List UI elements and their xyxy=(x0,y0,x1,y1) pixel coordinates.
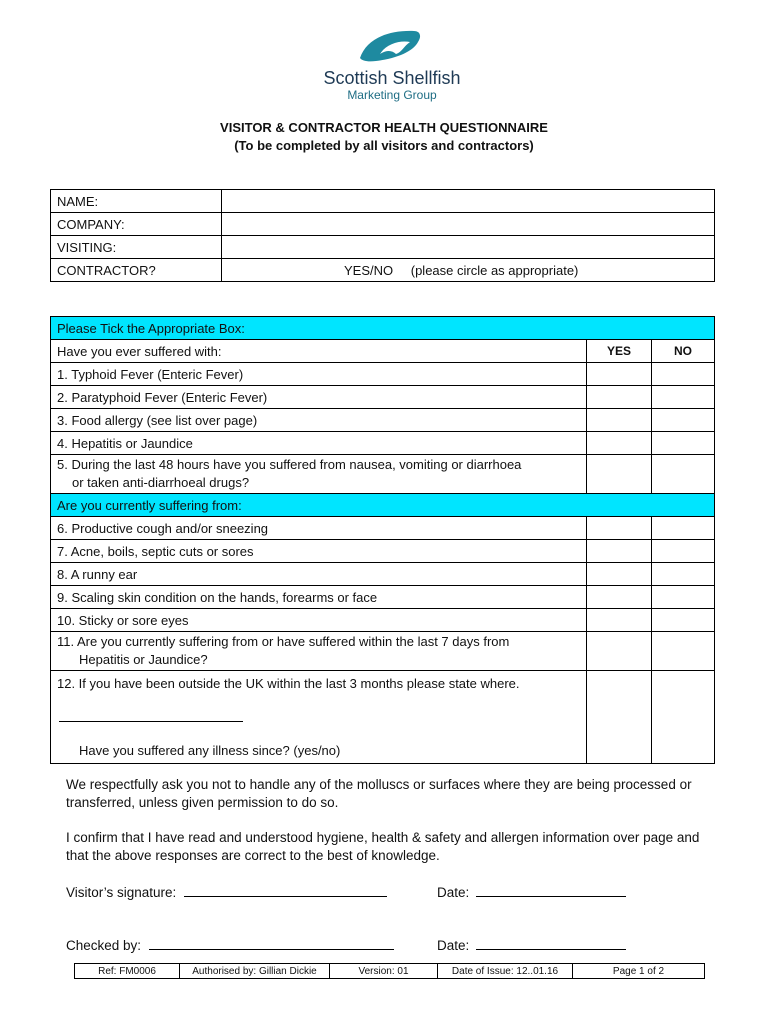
contractor-label: CONTRACTOR? xyxy=(51,259,222,282)
q3-yes-box[interactable] xyxy=(587,409,652,432)
question-1: 1. Typhoid Fever (Enteric Fever) xyxy=(51,363,587,386)
q6-yes-box[interactable] xyxy=(587,517,652,540)
question-4: 4. Hepatitis or Jaundice xyxy=(51,432,587,455)
q11-no-box[interactable] xyxy=(652,632,715,671)
question-2: 2. Paratyphoid Fever (Enteric Fever) xyxy=(51,386,587,409)
q2-no-box[interactable] xyxy=(652,386,715,409)
health-questionnaire-table xyxy=(50,316,715,764)
question-11-line2: Hepatitis or Jaundice? xyxy=(79,652,208,667)
q4-no-box[interactable] xyxy=(652,432,715,455)
question-5-line1: 5. During the last 48 hours have you suffered from nausea, vomiting or diarrhoea xyxy=(57,457,522,472)
q4-yes-box[interactable] xyxy=(587,432,652,455)
q11-yes-box[interactable] xyxy=(587,632,652,671)
q6-no-box[interactable] xyxy=(652,517,715,540)
q12-no-box[interactable] xyxy=(652,671,715,764)
q10-no-box[interactable] xyxy=(652,609,715,632)
question-5 xyxy=(51,455,587,494)
logo-name: Scottish Shellfish xyxy=(323,68,461,88)
date-label-1: Date: xyxy=(437,885,470,900)
handling-notice: We respectfully ask you not to handle any of the molluscs or surfaces where they are being processed or transferred, unless given permission to do so. xyxy=(66,777,692,810)
visitor-signature-label: Visitor’s signature: xyxy=(66,885,177,900)
q1-yes-box[interactable] xyxy=(587,363,652,386)
contractor-field[interactable] xyxy=(222,259,715,282)
logo-subtitle: Marketing Group xyxy=(347,88,437,102)
shellfish-logo-icon xyxy=(356,28,424,64)
question-5-line2: or taken anti-diarrhoeal drugs? xyxy=(72,475,250,490)
form-subtitle: (To be completed by all visitors and contractors) xyxy=(234,138,534,153)
section-header-tick: Please Tick the Appropriate Box: xyxy=(51,317,715,340)
question-6: 6. Productive cough and/or sneezing xyxy=(51,517,587,540)
footer-version: Version: 01 xyxy=(330,964,438,979)
q2-yes-box[interactable] xyxy=(587,386,652,409)
q9-yes-box[interactable] xyxy=(587,586,652,609)
section-header-current: Are you currently suffering from: xyxy=(51,494,715,517)
company-logo xyxy=(312,28,472,104)
yes-column-header: YES xyxy=(587,340,652,363)
date-line-1[interactable] xyxy=(476,883,626,897)
question-3: 3. Food allergy (see list over page) xyxy=(51,409,587,432)
checked-by-line[interactable] xyxy=(149,936,394,950)
location-line[interactable] xyxy=(59,721,243,722)
question-11-line1: 11. Are you currently suffering from or have suffered within the last 7 days from xyxy=(57,634,510,649)
question-12 xyxy=(51,671,587,764)
date-row-1 xyxy=(437,883,626,900)
company-field[interactable] xyxy=(222,213,715,236)
form-title: VISITOR & CONTRACTOR HEALTH QUESTIONNAIRE xyxy=(220,120,548,135)
q7-no-box[interactable] xyxy=(652,540,715,563)
visitor-info-table xyxy=(50,189,715,282)
no-column-header: NO xyxy=(652,340,715,363)
question-8: 8. A runny ear xyxy=(51,563,587,586)
footer-ref: Ref: FM0006 xyxy=(75,964,180,979)
date-line-2[interactable] xyxy=(476,936,626,950)
question-12-illness: Have you suffered any illness since? (yes/no) xyxy=(79,743,341,758)
visitor-signature-line[interactable] xyxy=(184,883,387,897)
company-label: COMPANY: xyxy=(51,213,222,236)
question-10: 10. Sticky or sore eyes xyxy=(51,609,587,632)
footer-issue-date: Date of Issue: 12..01.16 xyxy=(438,964,573,979)
visiting-field[interactable] xyxy=(222,236,715,259)
question-header: Have you ever suffered with: xyxy=(51,340,587,363)
name-label: NAME: xyxy=(51,190,222,213)
checked-by-label: Checked by: xyxy=(66,938,142,953)
footer-page: Page 1 of 2 xyxy=(573,964,705,979)
name-field[interactable] xyxy=(222,190,715,213)
q5-no-box[interactable] xyxy=(652,455,715,494)
question-7: 7. Acne, boils, septic cuts or sores xyxy=(51,540,587,563)
q5-yes-box[interactable] xyxy=(587,455,652,494)
contractor-note: (please circle as appropriate) xyxy=(410,262,579,278)
q7-yes-box[interactable] xyxy=(587,540,652,563)
document-footer xyxy=(74,963,705,979)
q12-yes-box[interactable] xyxy=(587,671,652,764)
visitor-signature-row xyxy=(66,883,387,900)
question-11 xyxy=(51,632,587,671)
contractor-yes-no[interactable]: YES/NO xyxy=(344,262,394,278)
q9-no-box[interactable] xyxy=(652,586,715,609)
q8-no-box[interactable] xyxy=(652,563,715,586)
q8-yes-box[interactable] xyxy=(587,563,652,586)
checked-by-row xyxy=(66,936,394,953)
q1-no-box[interactable] xyxy=(652,363,715,386)
date-row-2 xyxy=(437,936,626,953)
question-9: 9. Scaling skin condition on the hands, forearms or face xyxy=(51,586,587,609)
date-label-2: Date: xyxy=(437,938,470,953)
visiting-label: VISITING: xyxy=(51,236,222,259)
q10-yes-box[interactable] xyxy=(587,609,652,632)
question-12-text: 12. If you have been outside the UK within the last 3 months please state where. xyxy=(57,676,520,691)
footer-authorised: Authorised by: Gillian Dickie xyxy=(180,964,330,979)
q3-no-box[interactable] xyxy=(652,409,715,432)
confirmation-statement: I confirm that I have read and understood hygiene, health & safety and allergen information over page and that the above responses are correct to the best of knowledge. xyxy=(66,830,700,863)
